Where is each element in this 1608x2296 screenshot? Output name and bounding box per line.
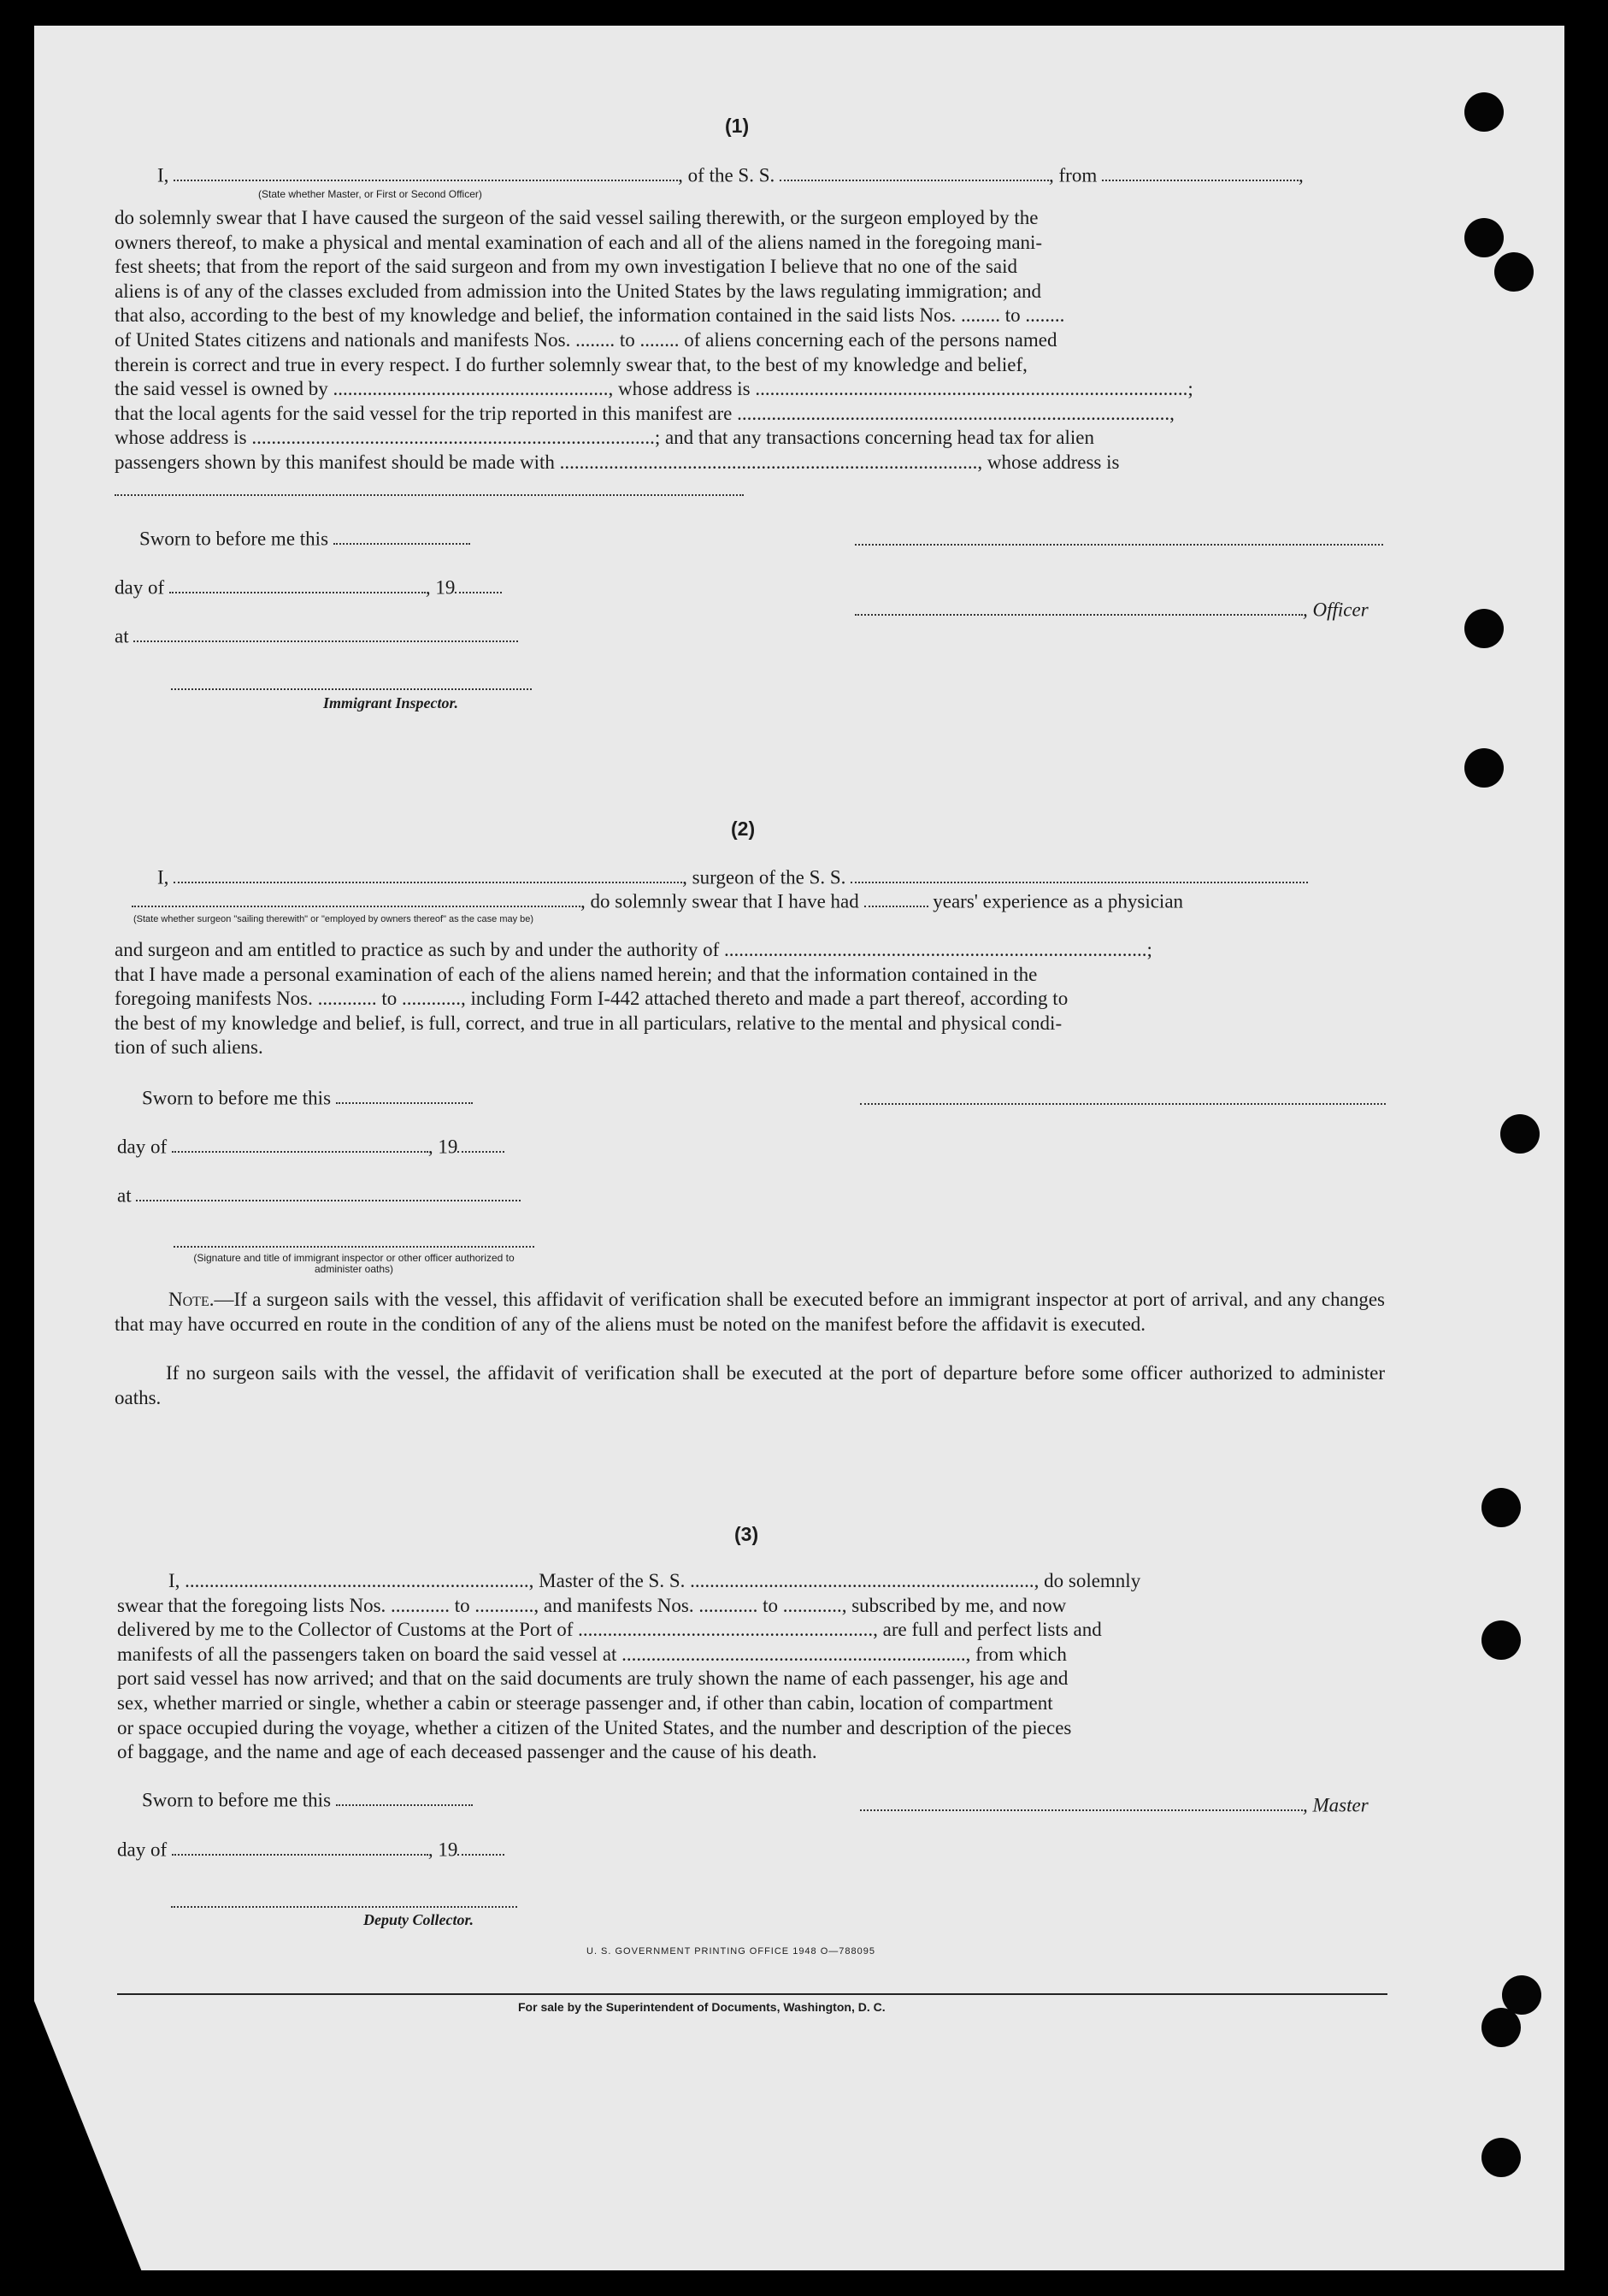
master-signature-line: , Master [860,1794,1369,1816]
punch-hole-8 [1481,1620,1521,1660]
section-3-number: (3) [734,1523,759,1545]
section-3-sworn-line: Sworn to before me this [142,1789,473,1811]
section-3-body: I, ......................................................................, Master of the S. S. ......................................................................, do solemnly swear that the foregoing lists Nos. ............ to ............, and manifests Nos. ............ to ............, subscribed by me, and now delivered by me to the Collector of Customs at the Port of ............................................................, are full and perfect lists and manifests of all the passengers taken on board the said vessel at ......................................................................, from which port said vessel has now arrived; and that on the said documents are truly shown the name of each passenger, his age and sex, whether married or single, whether a cabin or steerage passenger and, if other than cabin, location of compartment or space occupied during the voyage, whether a citizen of the United States, and the number and description of the pieces of baggage, and the name and age of each deceased passenger and the cause of his death. [117,1570,1141,1763]
section-2-surgeon-line: I, , surgeon of the S. S. [157,866,1308,888]
section-2-note-2: If no surgeon sails with the vessel, the affidavit of verification shall be executed at the port of departure before some officer authorized to administer oaths. [115,1362,1385,1408]
punch-hole-10 [1481,2008,1521,2047]
footer-sales-notice: For sale by the Superintendent of Documents, Washington, D. C. [518,2000,886,2014]
inspector-signature-line [171,688,532,690]
punch-hole-5 [1464,748,1504,788]
collector-signature-line [171,1906,517,1908]
section-2-note: Note.—If a surgeon sails with the vessel, this affidavit of verification shall be executed before an immigrant inspector at port of arrival, and any changes that may have occurred en route in the condition of any of the aliens must be noted on the manifest before the affidavit is executed. [115,1289,1385,1335]
footer-rule [117,1993,1387,1995]
section-1-day-line: day of , 19 [115,576,502,599]
officer-signature-line: , Officer [855,599,1369,621]
surgeon-signature-line [860,1103,1386,1105]
section-2-body: and surgeon and am entitled to practice as such by and under the authority of ......................................................................................; that I have made a personal examination of each of the aliens named herein; and that the information contained in the foregoing manifests Nos. ............ to ............, including Form I-442 attached thereto and made a part thereof, according to the best of my knowledge and belief, is full, correct, and true in all particulars, relative to the mental and physical condi- tion of such aliens. [115,939,1152,1059]
section-1-body: do solemnly swear that I have caused the surgeon of the said vessel sailing therewith, or the surgeon employed by the owners thereof, to make a physical and mental examination of each and all of the aliens named in the foregoing mani- fest sheets; that from the report of the said surgeon and from my own investigation I believe that no one of the said aliens is of any of the classes excluded from admission into the United States by the laws regulating immigration; and that also, according to the best of my knowledge and belief, the information contained in the said lists Nos. ........ to ........ of United States citizens and nationals and manifests Nos. ........ to ........ of aliens concerning each of the persons named therein is correct and true in every respect. I do further solemnly swear that, to the best of my knowledge and belief, the said vessel is owned by ........................................................, whose address is ........................................................................................; that the local agents for the said vessel for the trip reported in this manifest are ........................................................................................, whose address is ..................................................................................; and that any transactions concerning head tax for alien passengers shown by this manifest should be made with ....................................................................................., whose address is [115,207,1193,473]
punch-hole-4 [1464,609,1504,648]
section-2-number: (2) [731,817,756,840]
officer-signature-line-1 [855,544,1383,546]
punch-hole-6 [1500,1114,1540,1154]
section-1-number: (1) [725,115,750,137]
immigrant-inspector-caption: Immigrant Inspector. [323,694,459,711]
officer-rank-caption: (State whether Master, or First or Second Officer) [258,188,482,200]
section-1-at-line: at [115,625,518,647]
punch-hole-7 [1481,1488,1521,1527]
section-2-at-line: at [117,1184,521,1207]
section-1-sworn-line: Sworn to before me this [139,528,470,550]
section-2-experience-line: , do solemnly swear that I have had years' experience as a physician [132,890,1183,912]
punch-hole-2 [1464,218,1504,257]
section-3-day-line: day of , 19 [117,1839,504,1861]
inspector-signature-line-2 [174,1246,534,1248]
punch-hole-3 [1494,252,1534,292]
surgeon-type-caption: (State whether surgeon "sailing therewith" or "employed by owners thereof" as the case may be) [133,914,534,924]
signature-title-caption: (Signature and title of immigrant inspector or other officer authorized to administer oaths) [193,1252,515,1275]
deputy-collector-caption: Deputy Collector. [363,1911,474,1928]
section-2-day-line: day of , 19 [117,1136,504,1158]
section-1-officer-line: I, , of the S. S. , from , [157,164,1304,186]
punch-hole-1 [1464,92,1504,132]
address-continuation-line [115,494,744,496]
punch-hole-11 [1481,2138,1521,2177]
section-2-sworn-line: Sworn to before me this [142,1087,473,1109]
printing-office-imprint: U. S. GOVERNMENT PRINTING OFFICE 1948 O—788095 [586,1946,875,1957]
